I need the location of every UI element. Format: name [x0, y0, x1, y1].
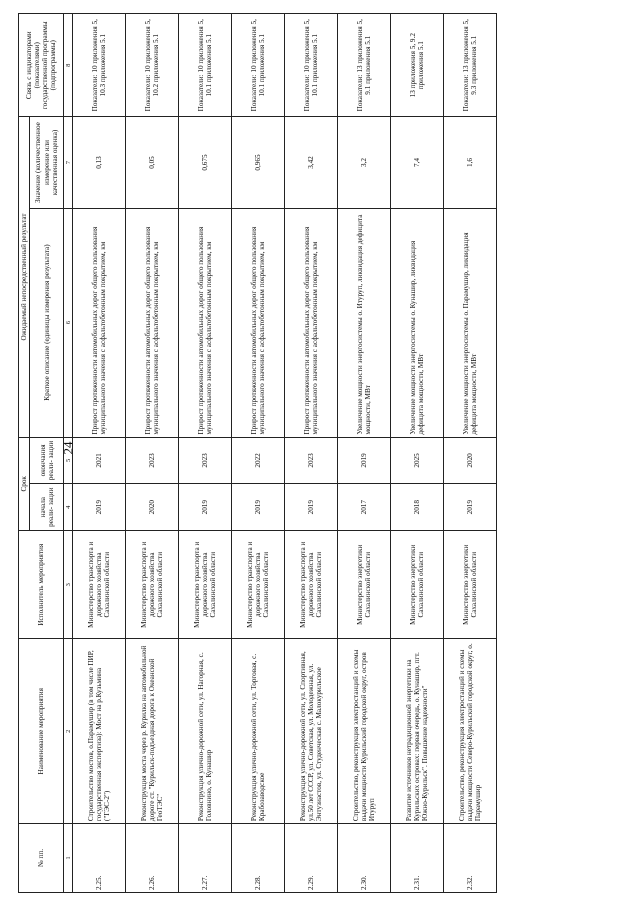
row-value: 0,675: [179, 117, 232, 208]
table-row: [232, 14, 285, 893]
row-name: Реконструкция улично-дорожной сети, ул. Нагорная, с. Головнино, о. Кунашир: [179, 639, 232, 824]
row-start: 2019: [179, 484, 232, 531]
row-name: Строительство, реконструкция электростанций и схемы выдачи мощности Северо-Курильский городской округ, о. Парамушир: [444, 639, 497, 824]
row-end: 2020: [444, 437, 497, 484]
row-description: Прирост протяженности автомобильных дорог общего пользования муниципального значения с асфальтобетонным покрытием, км: [179, 208, 232, 437]
row-executor: Министерство энергетики Сахалинской области: [391, 531, 444, 639]
header-description: Краткое описание (единицы измерения результата): [30, 208, 64, 437]
header-start: начала реали- зации: [30, 484, 64, 531]
row-num: 2.27.: [179, 824, 232, 893]
row-indicator-link: Показатели: 10 приложения 5, 10.1 приложения 5.1: [179, 14, 232, 117]
row-num: 2.30.: [338, 824, 391, 893]
col-number: 4: [64, 484, 73, 531]
row-num: 2.32.: [444, 824, 497, 893]
row-name: Строительство мостов, о.Парамушир (в том числе ПИР, государственная экспертиза): Мост на р.Кузьмина ("ГЭС-2"): [73, 639, 126, 824]
row-executor: Министерство транспорта и дорожного хозяйства Сахалинской области: [179, 531, 232, 639]
header-executor: Исполнитель мероприятия: [19, 531, 64, 639]
row-num: 2.29.: [285, 824, 338, 893]
row-end: 2023: [179, 437, 232, 484]
row-end: 2023: [126, 437, 179, 484]
header-num: № пп.: [19, 824, 64, 893]
row-name: Развитие источников нетрадиционной энергетики на Курильских островах: первая очередь, о. Кунашир, пгт. Южно-Курильск". Повышение надежности": [391, 639, 444, 824]
row-description: Увеличение мощности энергосистемы о. Парамушир, ликвидация дефицита мощности, МВт: [444, 208, 497, 437]
row-value: 7,4: [391, 117, 444, 208]
row-name: Строительство, реконструкция электростанций и схемы выдачи мощности Курильский городской округ, остров Итуруп: [338, 639, 391, 824]
row-num: 2.31.: [391, 824, 444, 893]
row-value: 1,6: [444, 117, 497, 208]
page-number: 24: [60, 441, 76, 455]
table-row: [73, 14, 126, 893]
row-indicator-link: Показатели: 10 приложения 5, 10.1 приложения 5.1: [285, 14, 338, 117]
col-number: 1: [64, 824, 73, 893]
row-description: Прирост протяженности автомобильных дорог общего пользования муниципального значения с асфальтобетонным покрытием, км: [126, 208, 179, 437]
col-number: 8: [64, 14, 73, 117]
col-number: 3: [64, 531, 73, 639]
row-indicator-link: Показатели: 10 приложения 5, 10.1 приложения 5.1: [232, 14, 285, 117]
row-start: 2020: [126, 484, 179, 531]
row-start: 2019: [285, 484, 338, 531]
rotated-table-wrapper: [18, 13, 538, 893]
row-end: 2019: [338, 437, 391, 484]
header-name: Наименование мероприятия: [19, 639, 64, 824]
row-indicator-link: Показатели: 13 приложения 5, 9.1 приложения 5.1: [338, 14, 391, 117]
row-start: 2019: [232, 484, 285, 531]
header-value: Значение (количественное измерение или качественная оценка): [30, 117, 64, 208]
table-row: [285, 14, 338, 893]
table-row: [126, 14, 179, 893]
row-start: 2017: [338, 484, 391, 531]
row-executor: Министерство транспорта и дорожного хозяйства Сахалинской области: [126, 531, 179, 639]
header-indicator-link: Связь с индикаторами (показателями) государственной программы (подпрограммы): [19, 14, 64, 117]
measures-table: [18, 13, 497, 893]
row-value: 0,965: [232, 117, 285, 208]
row-num: 2.28.: [232, 824, 285, 893]
row-end: 2021: [73, 437, 126, 484]
row-name: Реконструкция моста через р. Курилка на автомобильной дороге ст. "Курильск-подъездная дорога к Океанской ГеоТЭС": [126, 639, 179, 824]
table-row: [338, 14, 391, 893]
row-indicator-link: Показатели: 10 приложения 5, 10.2 приложения 5.1: [126, 14, 179, 117]
row-end: 2025: [391, 437, 444, 484]
table-row: [391, 14, 444, 893]
row-value: 0,05: [126, 117, 179, 208]
row-start: 2018: [391, 484, 444, 531]
row-num: 2.26.: [126, 824, 179, 893]
header-end: окончания реали- зации: [30, 437, 64, 484]
row-end: 2023: [285, 437, 338, 484]
row-executor: Министерство транспорта и дорожного хозяйства Сахалинской области: [73, 531, 126, 639]
row-description: Увеличение мощности энергосистемы о. Итуруп, ликвидация дефицита мощности, МВт: [338, 208, 391, 437]
row-indicator-link: 13 приложения 5, 9.2 приложения 5.1: [391, 14, 444, 117]
row-start: 2019: [444, 484, 497, 531]
col-number: 2: [64, 639, 73, 824]
row-value: 3,2: [338, 117, 391, 208]
row-value: 0,13: [73, 117, 126, 208]
table-row: [179, 14, 232, 893]
row-executor: Министерство энергетики Сахалинской области: [338, 531, 391, 639]
row-description: Прирост протяженности автомобильных дорог общего пользования муниципального значения с асфальтобетонным покрытием, км: [232, 208, 285, 437]
header-term: Срок: [19, 437, 30, 531]
row-indicator-link: Показатели: 10 приложения 5, 10.3 приложения 5.1: [73, 14, 126, 117]
col-number: 7: [64, 117, 73, 208]
row-num: 2.25.: [73, 824, 126, 893]
row-name: Реконструкция улично-дорожной сети, ул. Спортивная, ул.50 лет СССР, ул. Советская, ул. Молодежная, ул. Энтузиастов, ул. Студенческая с. Малокурильское: [285, 639, 338, 824]
header-result: Ожидаемый непосредственный результат: [19, 117, 30, 437]
row-value: 3,42: [285, 117, 338, 208]
row-executor: Министерство энергетики Сахалинской области: [444, 531, 497, 639]
row-start: 2019: [73, 484, 126, 531]
row-executor: Министерство транспорта и дорожного хозяйства Сахалинской области: [232, 531, 285, 639]
row-name: Реконструкция улично-дорожной сети, ул. Торговая, с. Крабозаводское: [232, 639, 285, 824]
row-end: 2022: [232, 437, 285, 484]
col-number: 5: [64, 437, 73, 484]
row-description: Прирост протяженности автомобильных дорог общего пользования муниципального значения с асфальтобетонным покрытием, км: [285, 208, 338, 437]
row-description: Увеличение мощности энергосистемы о. Кунашир, ликвидация дефицита мощности, МВт: [391, 208, 444, 437]
row-executor: Министерство транспорта и дорожного хозяйства Сахалинской области: [285, 531, 338, 639]
row-description: Прирост протяженности автомобильных дорог общего пользования муниципального значения с асфальтобетонным покрытием, км: [73, 208, 126, 437]
table-row: [444, 14, 497, 893]
row-indicator-link: Показатели: 13 приложения 5, 9.3 приложения 5.1: [444, 14, 497, 117]
col-number: 6: [64, 208, 73, 437]
